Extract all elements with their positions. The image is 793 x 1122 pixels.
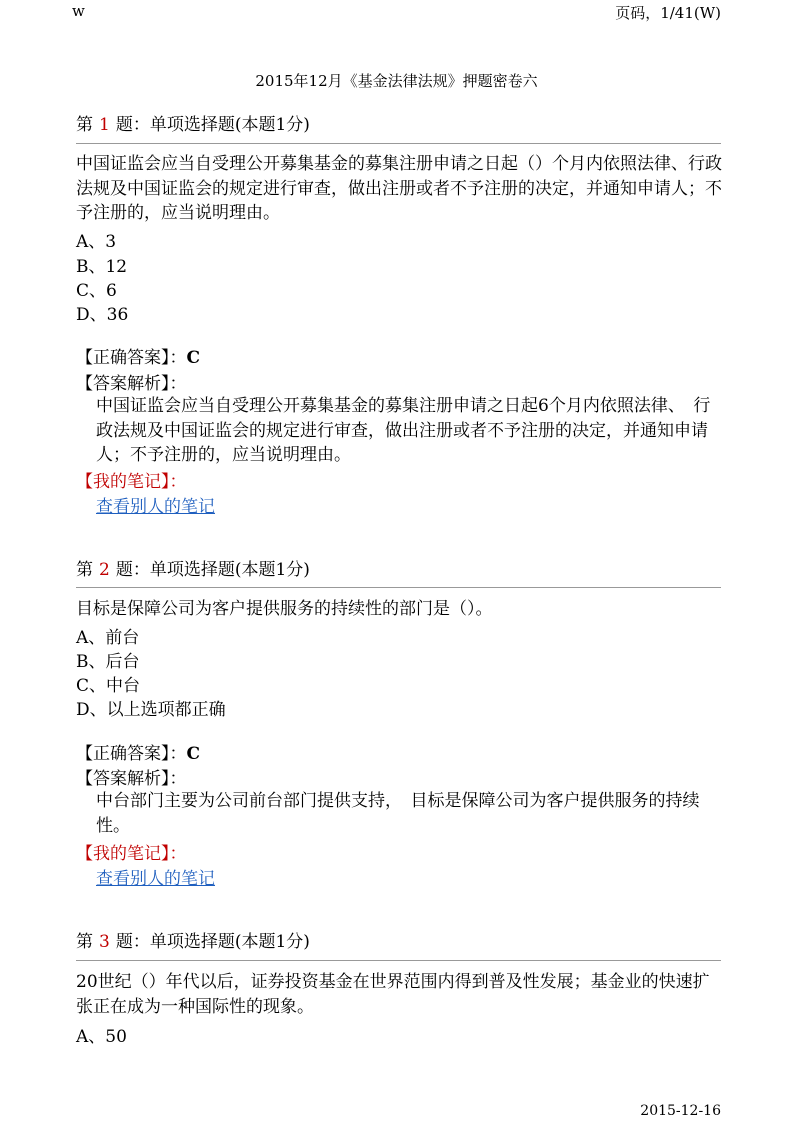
question-type: 题：单项选择题(本题1分) [115, 932, 310, 952]
option-d: D、36 [76, 305, 129, 325]
correct-answer [76, 739, 200, 764]
option-a: A、50 [76, 1027, 127, 1047]
divider [76, 960, 721, 961]
option-c: C、6 [76, 281, 117, 301]
correct-answer [76, 343, 200, 368]
question-3-stem: 20世纪（）年代以后，证券投资基金在世界范围内得到普及性发展；基金业的快速扩张正在成为一种国际性的现象。 [76, 972, 710, 1017]
explanation-text: 中台部门主要为公司前台部门提供支持， 目标是保障公司为客户提供服务的持续性。 [96, 791, 700, 836]
my-notes-label: 【我的笔记】： [76, 472, 187, 492]
divider [76, 587, 721, 588]
correct-answer-value: C [186, 348, 201, 368]
question-3-heading [76, 927, 310, 952]
option-a: A、3 [76, 232, 117, 252]
question-2-heading [76, 555, 310, 580]
divider [76, 143, 721, 144]
view-others-notes-link[interactable]: 查看别人的笔记 [96, 497, 215, 517]
correct-answer-label: 【正确答案】： [76, 348, 187, 368]
explanation-label: 【答案解析】： [76, 769, 187, 789]
question-number: 1 [99, 115, 110, 135]
page-indicator: 页码，1/41(W) [615, 4, 721, 22]
question-1-stem: 中国证监会应当自受理公开募集基金的募集注册申请之日起（）个月内依照法律、行政法规及中国证监会的规定进行审查，做出注册或者不予注册的决定，并通知申请人；不予注册的，应当说明理由。 [76, 154, 722, 223]
question-type: 题：单项选择题(本题1分) [115, 560, 310, 580]
option-d: D、以上选项都正确 [76, 700, 226, 720]
option-a: A、前台 [76, 628, 140, 648]
question-prefix: 第 [76, 932, 93, 952]
option-b: B、后台 [76, 652, 140, 672]
option-b: B、12 [76, 257, 128, 277]
question-number: 3 [99, 932, 110, 952]
my-notes-label: 【我的笔记】： [76, 844, 187, 864]
question-prefix: 第 [76, 560, 93, 580]
view-others-notes-link[interactable]: 查看别人的笔记 [96, 869, 215, 889]
question-2-stem: 目标是保障公司为客户提供服务的持续性的部门是（）。 [76, 599, 493, 619]
question-prefix: 第 [76, 115, 93, 135]
header-left: w [72, 2, 85, 20]
question-1-heading [76, 110, 310, 135]
correct-answer-value: C [186, 744, 201, 764]
footer-date: 2015-12-16 [640, 1103, 721, 1119]
option-c: C、中台 [76, 676, 141, 696]
question-number: 2 [99, 560, 110, 580]
document-title: 2015年12月《基金法律法规》押题密卷六 [255, 72, 538, 90]
correct-answer-label: 【正确答案】： [76, 744, 187, 764]
question-type: 题：单项选择题(本题1分) [115, 115, 310, 135]
explanation-label: 【答案解析】： [76, 374, 187, 394]
explanation-text: 中国证监会应当自受理公开募集基金的募集注册申请之日起6个月内依照法律、 行政法规及中国证监会的规定进行审查，做出注册或者不予注册的决定，并通知申请人；不予注册的，应当说明理由。 [96, 396, 711, 465]
